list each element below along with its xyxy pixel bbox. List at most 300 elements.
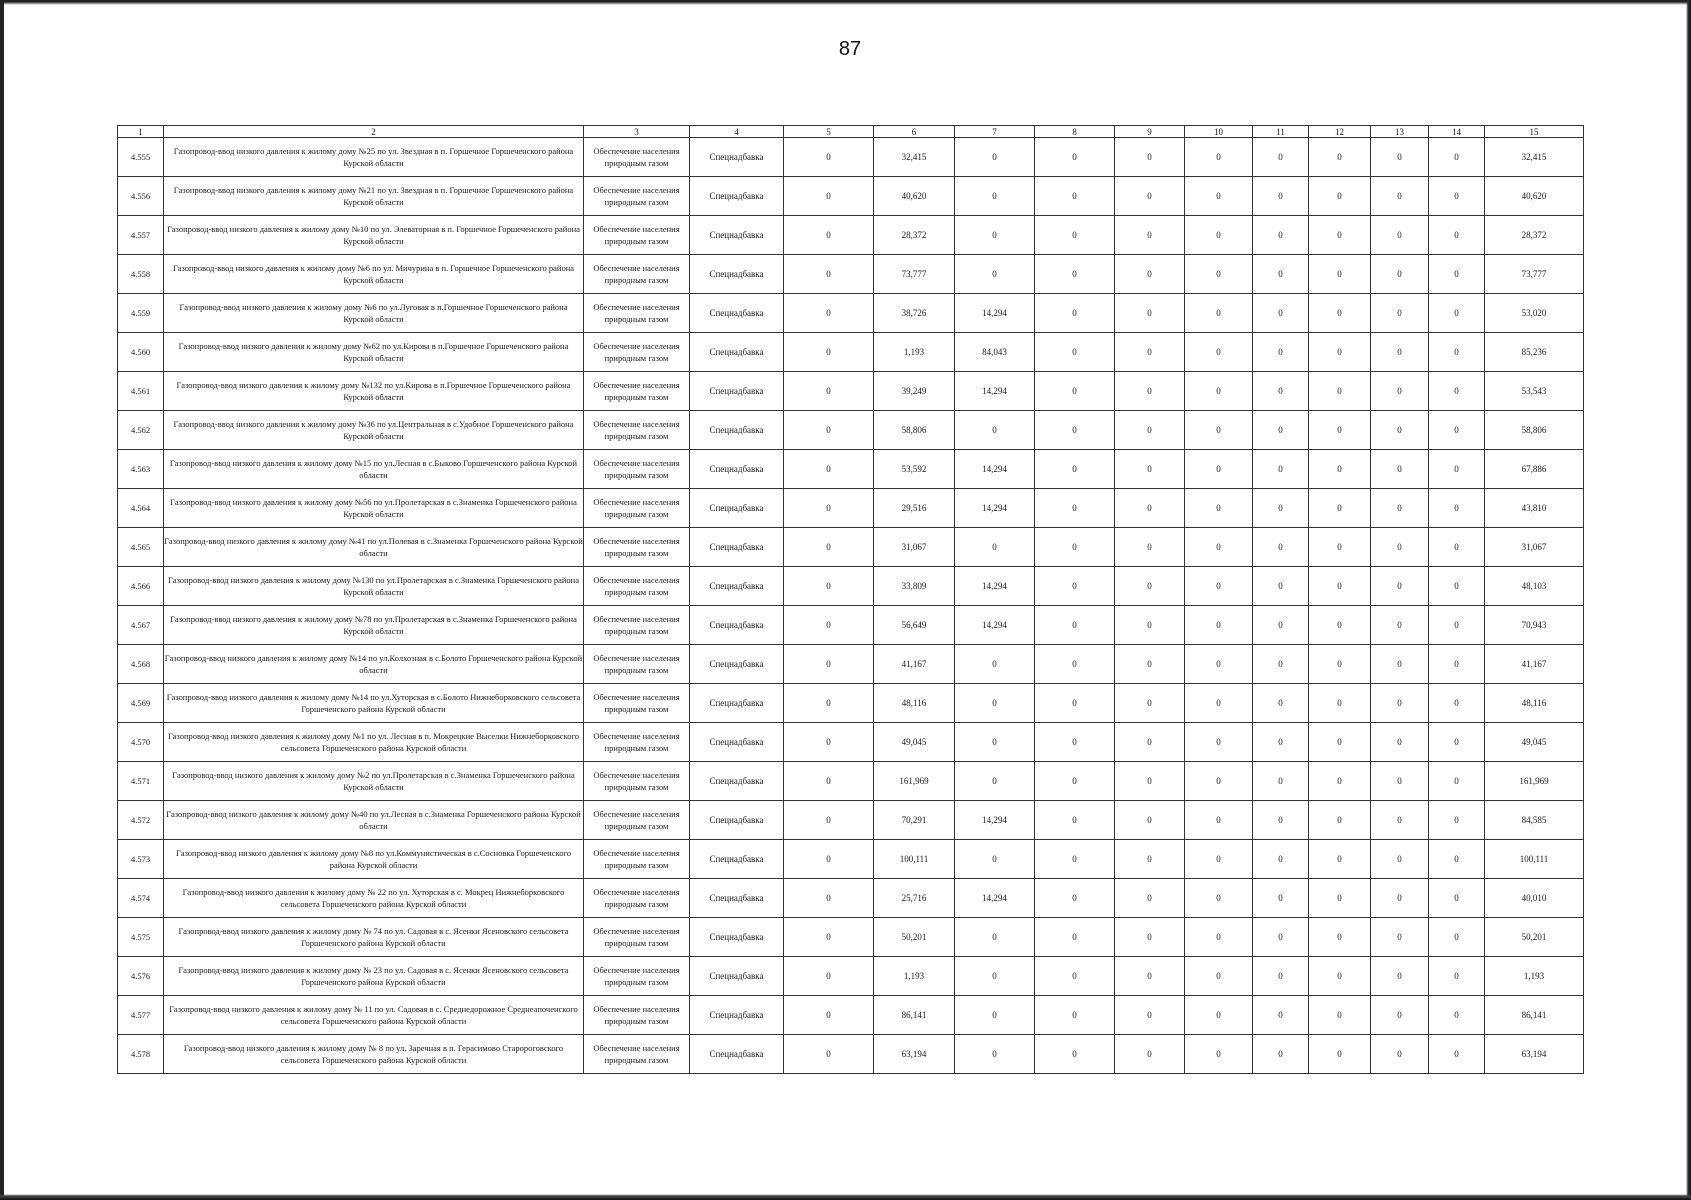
table-row	[118, 255, 1584, 294]
value-cell-10: 0	[1185, 879, 1253, 918]
value-cell-5: 0	[784, 801, 874, 840]
value-cell-10: 0	[1185, 918, 1253, 957]
value-cell-7: 0	[955, 918, 1035, 957]
value-cell-6: 53,592	[874, 450, 955, 489]
value-cell-11: 0	[1253, 918, 1309, 957]
purpose-cell: Обеспечение населения природным газом	[584, 957, 690, 996]
value-cell-10: 0	[1185, 372, 1253, 411]
value-cell-6: 1,193	[874, 333, 955, 372]
value-cell-8: 0	[1035, 762, 1115, 801]
purpose-cell: Обеспечение населения природным газом	[584, 996, 690, 1035]
total-cell: 50,201	[1485, 918, 1584, 957]
value-cell-14: 0	[1429, 801, 1485, 840]
value-cell-9: 0	[1115, 372, 1185, 411]
value-cell-9: 0	[1115, 918, 1185, 957]
object-name-cell: Газопровод-ввод низкого давления к жилому дому №10 по ул. Элеваторная в п. Горшечное Горшеченского района Курской области	[164, 216, 584, 255]
table-row	[118, 801, 1584, 840]
value-cell-13: 0	[1371, 606, 1429, 645]
row-number-cell: 4.567	[118, 606, 164, 645]
value-cell-6: 161,969	[874, 762, 955, 801]
value-cell-6: 33,809	[874, 567, 955, 606]
value-cell-12: 0	[1309, 450, 1371, 489]
total-cell: 70,943	[1485, 606, 1584, 645]
value-cell-8: 0	[1035, 918, 1115, 957]
value-cell-5: 0	[784, 411, 874, 450]
value-cell-14: 0	[1429, 879, 1485, 918]
funding-source-cell: Спецнадбавка	[690, 567, 784, 606]
value-cell-6: 32,415	[874, 138, 955, 177]
value-cell-8: 0	[1035, 372, 1115, 411]
purpose-cell: Обеспечение населения природным газом	[584, 801, 690, 840]
value-cell-8: 0	[1035, 801, 1115, 840]
purpose-cell: Обеспечение населения природным газом	[584, 606, 690, 645]
value-cell-13: 0	[1371, 372, 1429, 411]
value-cell-8: 0	[1035, 879, 1115, 918]
value-cell-7: 14,294	[955, 879, 1035, 918]
table-row	[118, 762, 1584, 801]
purpose-cell: Обеспечение населения природным газом	[584, 333, 690, 372]
value-cell-12: 0	[1309, 918, 1371, 957]
value-cell-12: 0	[1309, 606, 1371, 645]
value-cell-7: 0	[955, 957, 1035, 996]
value-cell-5: 0	[784, 489, 874, 528]
value-cell-7: 0	[955, 411, 1035, 450]
scan-edge-bottom	[0, 1194, 1691, 1200]
value-cell-5: 0	[784, 645, 874, 684]
value-cell-13: 0	[1371, 723, 1429, 762]
value-cell-13: 0	[1371, 216, 1429, 255]
value-cell-12: 0	[1309, 411, 1371, 450]
purpose-cell: Обеспечение населения природным газом	[584, 723, 690, 762]
column-header: 5	[784, 126, 874, 138]
value-cell-10: 0	[1185, 450, 1253, 489]
total-cell: 73,777	[1485, 255, 1584, 294]
value-cell-10: 0	[1185, 528, 1253, 567]
value-cell-14: 0	[1429, 411, 1485, 450]
value-cell-5: 0	[784, 606, 874, 645]
value-cell-5: 0	[784, 918, 874, 957]
total-cell: 86,141	[1485, 996, 1584, 1035]
value-cell-7: 0	[955, 528, 1035, 567]
funding-source-cell: Спецнадбавка	[690, 216, 784, 255]
value-cell-12: 0	[1309, 957, 1371, 996]
value-cell-11: 0	[1253, 762, 1309, 801]
row-number-cell: 4.570	[118, 723, 164, 762]
value-cell-7: 0	[955, 645, 1035, 684]
value-cell-13: 0	[1371, 450, 1429, 489]
table-row	[118, 138, 1584, 177]
value-cell-9: 0	[1115, 411, 1185, 450]
value-cell-9: 0	[1115, 489, 1185, 528]
value-cell-9: 0	[1115, 255, 1185, 294]
value-cell-8: 0	[1035, 255, 1115, 294]
row-number-cell: 4.563	[118, 450, 164, 489]
value-cell-13: 0	[1371, 645, 1429, 684]
total-cell: 1,193	[1485, 957, 1584, 996]
value-cell-9: 0	[1115, 606, 1185, 645]
value-cell-5: 0	[784, 528, 874, 567]
object-name-cell: Газопровод-ввод низкого давления к жилому дому №132 по ул.Кирова в п.Горшечное Горшеченского района Курской области	[164, 372, 584, 411]
value-cell-6: 58,806	[874, 411, 955, 450]
value-cell-10: 0	[1185, 684, 1253, 723]
value-cell-8: 0	[1035, 411, 1115, 450]
value-cell-5: 0	[784, 372, 874, 411]
value-cell-12: 0	[1309, 879, 1371, 918]
purpose-cell: Обеспечение населения природным газом	[584, 1035, 690, 1074]
value-cell-12: 0	[1309, 177, 1371, 216]
table-row	[118, 957, 1584, 996]
total-cell: 43,810	[1485, 489, 1584, 528]
table-row	[118, 450, 1584, 489]
purpose-cell: Обеспечение населения природным газом	[584, 255, 690, 294]
object-name-cell: Газопровод-ввод низкого давления к жилому дому №14 по ул.Колхозная в с.Болото Горшеченского района Курской области	[164, 645, 584, 684]
value-cell-5: 0	[784, 450, 874, 489]
value-cell-14: 0	[1429, 723, 1485, 762]
column-header: 2	[164, 126, 584, 138]
value-cell-11: 0	[1253, 723, 1309, 762]
value-cell-8: 0	[1035, 450, 1115, 489]
value-cell-14: 0	[1429, 645, 1485, 684]
value-cell-14: 0	[1429, 1035, 1485, 1074]
table-row	[118, 1035, 1584, 1074]
object-name-cell: Газопровод-ввод низкого давления к жилому дому №40 по ул.Лесная в с.Знаменка Горшеченского района Курской области	[164, 801, 584, 840]
total-cell: 84,585	[1485, 801, 1584, 840]
table-row	[118, 489, 1584, 528]
value-cell-13: 0	[1371, 996, 1429, 1035]
column-header: 11	[1253, 126, 1309, 138]
value-cell-13: 0	[1371, 255, 1429, 294]
object-name-cell: Газопровод-ввод низкого давления к жилому дому № 74 по ул. Садовая в с. Ясенки Ясеновского сельсовета Горшеченского района Курской области	[164, 918, 584, 957]
value-cell-6: 70,291	[874, 801, 955, 840]
table-row	[118, 645, 1584, 684]
scan-edge-top	[0, 0, 1691, 5]
value-cell-10: 0	[1185, 177, 1253, 216]
total-cell: 58,806	[1485, 411, 1584, 450]
value-cell-9: 0	[1115, 333, 1185, 372]
funding-source-cell: Спецнадбавка	[690, 918, 784, 957]
row-number-cell: 4.558	[118, 255, 164, 294]
value-cell-13: 0	[1371, 138, 1429, 177]
funding-source-cell: Спецнадбавка	[690, 138, 784, 177]
total-cell: 85,236	[1485, 333, 1584, 372]
value-cell-10: 0	[1185, 255, 1253, 294]
value-cell-7: 0	[955, 684, 1035, 723]
table-row	[118, 528, 1584, 567]
object-name-cell: Газопровод-ввод низкого давления к жилому дому № 11 по ул. Садовая в с. Среднедорожное Среднеапоченского сельсовета Горшеченского района Курской области	[164, 996, 584, 1035]
value-cell-13: 0	[1371, 411, 1429, 450]
value-cell-14: 0	[1429, 957, 1485, 996]
funding-source-cell: Спецнадбавка	[690, 450, 784, 489]
purpose-cell: Обеспечение населения природным газом	[584, 372, 690, 411]
total-cell: 100,111	[1485, 840, 1584, 879]
funding-source-cell: Спецнадбавка	[690, 840, 784, 879]
value-cell-12: 0	[1309, 1035, 1371, 1074]
column-header: 9	[1115, 126, 1185, 138]
row-number-cell: 4.555	[118, 138, 164, 177]
value-cell-12: 0	[1309, 255, 1371, 294]
value-cell-14: 0	[1429, 684, 1485, 723]
table-row	[118, 216, 1584, 255]
value-cell-6: 28,372	[874, 216, 955, 255]
object-name-cell: Газопровод-ввод низкого давления к жилому дому №62 по ул.Кирова в п.Горшечное Горшеченского района Курской области	[164, 333, 584, 372]
value-cell-14: 0	[1429, 489, 1485, 528]
funding-source-cell: Спецнадбавка	[690, 177, 784, 216]
data-table	[117, 125, 1584, 1074]
value-cell-13: 0	[1371, 957, 1429, 996]
value-cell-5: 0	[784, 879, 874, 918]
value-cell-10: 0	[1185, 645, 1253, 684]
value-cell-11: 0	[1253, 879, 1309, 918]
purpose-cell: Обеспечение населения природным газом	[584, 450, 690, 489]
value-cell-14: 0	[1429, 996, 1485, 1035]
row-number-cell: 4.562	[118, 411, 164, 450]
table-row	[118, 177, 1584, 216]
value-cell-10: 0	[1185, 957, 1253, 996]
table-row	[118, 684, 1584, 723]
value-cell-13: 0	[1371, 177, 1429, 216]
value-cell-7: 84,043	[955, 333, 1035, 372]
value-cell-11: 0	[1253, 684, 1309, 723]
value-cell-7: 14,294	[955, 567, 1035, 606]
object-name-cell: Газопровод-ввод низкого давления к жилому дому №14 по ул.Хуторская в с.Болото Нижнеборковского сельсовета Горшеченского района Курской области	[164, 684, 584, 723]
funding-source-cell: Спецнадбавка	[690, 333, 784, 372]
value-cell-14: 0	[1429, 333, 1485, 372]
total-cell: 53,020	[1485, 294, 1584, 333]
scan-edge-right	[1686, 0, 1691, 1200]
value-cell-11: 0	[1253, 606, 1309, 645]
row-number-cell: 4.571	[118, 762, 164, 801]
value-cell-11: 0	[1253, 450, 1309, 489]
value-cell-9: 0	[1115, 645, 1185, 684]
value-cell-11: 0	[1253, 138, 1309, 177]
value-cell-11: 0	[1253, 528, 1309, 567]
value-cell-12: 0	[1309, 528, 1371, 567]
table-body	[118, 138, 1584, 1074]
funding-source-cell: Спецнадбавка	[690, 684, 784, 723]
row-number-cell: 4.577	[118, 996, 164, 1035]
value-cell-6: 49,045	[874, 723, 955, 762]
value-cell-11: 0	[1253, 255, 1309, 294]
value-cell-6: 25,716	[874, 879, 955, 918]
row-number-cell: 4.569	[118, 684, 164, 723]
value-cell-11: 0	[1253, 216, 1309, 255]
value-cell-9: 0	[1115, 996, 1185, 1035]
object-name-cell: Газопровод-ввод низкого давления к жилому дому №21 по ул. Звездная в п. Горшечное Горшеченского района Курской области	[164, 177, 584, 216]
value-cell-9: 0	[1115, 528, 1185, 567]
value-cell-7: 0	[955, 177, 1035, 216]
purpose-cell: Обеспечение населения природным газом	[584, 216, 690, 255]
column-header: 6	[874, 126, 955, 138]
value-cell-7: 14,294	[955, 450, 1035, 489]
value-cell-10: 0	[1185, 801, 1253, 840]
value-cell-12: 0	[1309, 684, 1371, 723]
value-cell-12: 0	[1309, 567, 1371, 606]
column-header: 7	[955, 126, 1035, 138]
table-row	[118, 333, 1584, 372]
value-cell-14: 0	[1429, 606, 1485, 645]
purpose-cell: Обеспечение населения природным газом	[584, 138, 690, 177]
object-name-cell: Газопровод-ввод низкого давления к жилому дому № 23 по ул. Садовая в с. Ясенки Ясеновского сельсовета Горшеченского района Курской области	[164, 957, 584, 996]
object-name-cell: Газопровод-ввод низкого давления к жилому дому №130 по ул.Пролетарская в с.Знаменка Горшеченского района Курской области	[164, 567, 584, 606]
funding-source-cell: Спецнадбавка	[690, 723, 784, 762]
value-cell-9: 0	[1115, 138, 1185, 177]
object-name-cell: Газопровод-ввод низкого давления к жилому дому №6 по ул.Луговая в п.Горшечное Горшеченского района Курской области	[164, 294, 584, 333]
funding-source-cell: Спецнадбавка	[690, 372, 784, 411]
value-cell-11: 0	[1253, 1035, 1309, 1074]
value-cell-13: 0	[1371, 294, 1429, 333]
value-cell-13: 0	[1371, 918, 1429, 957]
purpose-cell: Обеспечение населения природным газом	[584, 294, 690, 333]
funding-source-cell: Спецнадбавка	[690, 606, 784, 645]
value-cell-5: 0	[784, 177, 874, 216]
value-cell-12: 0	[1309, 372, 1371, 411]
column-header: 3	[584, 126, 690, 138]
value-cell-9: 0	[1115, 801, 1185, 840]
page-number: 87	[838, 38, 862, 60]
total-cell: 41,167	[1485, 645, 1584, 684]
column-header: 8	[1035, 126, 1115, 138]
row-number-cell: 4.572	[118, 801, 164, 840]
value-cell-14: 0	[1429, 372, 1485, 411]
value-cell-9: 0	[1115, 879, 1185, 918]
value-cell-5: 0	[784, 957, 874, 996]
value-cell-10: 0	[1185, 138, 1253, 177]
value-cell-10: 0	[1185, 489, 1253, 528]
table-row	[118, 372, 1584, 411]
value-cell-10: 0	[1185, 1035, 1253, 1074]
value-cell-13: 0	[1371, 801, 1429, 840]
funding-source-cell: Спецнадбавка	[690, 255, 784, 294]
value-cell-12: 0	[1309, 138, 1371, 177]
value-cell-13: 0	[1371, 1035, 1429, 1074]
value-cell-8: 0	[1035, 606, 1115, 645]
value-cell-7: 0	[955, 840, 1035, 879]
table-row	[118, 723, 1584, 762]
value-cell-12: 0	[1309, 294, 1371, 333]
value-cell-10: 0	[1185, 294, 1253, 333]
table-row	[118, 567, 1584, 606]
object-name-cell: Газопровод-ввод низкого давления к жилому дому №2 по ул.Пролетарская в с.Знаменка Горшеченского района Курской области	[164, 762, 584, 801]
value-cell-12: 0	[1309, 996, 1371, 1035]
row-number-cell: 4.573	[118, 840, 164, 879]
value-cell-11: 0	[1253, 333, 1309, 372]
column-header: 10	[1185, 126, 1253, 138]
value-cell-8: 0	[1035, 567, 1115, 606]
value-cell-9: 0	[1115, 294, 1185, 333]
value-cell-8: 0	[1035, 294, 1115, 333]
value-cell-10: 0	[1185, 411, 1253, 450]
value-cell-6: 50,201	[874, 918, 955, 957]
total-cell: 67,886	[1485, 450, 1584, 489]
row-number-cell: 4.566	[118, 567, 164, 606]
row-number-cell: 4.557	[118, 216, 164, 255]
value-cell-10: 0	[1185, 723, 1253, 762]
value-cell-5: 0	[784, 294, 874, 333]
value-cell-10: 0	[1185, 996, 1253, 1035]
value-cell-8: 0	[1035, 645, 1115, 684]
value-cell-5: 0	[784, 684, 874, 723]
value-cell-5: 0	[784, 255, 874, 294]
purpose-cell: Обеспечение населения природным газом	[584, 528, 690, 567]
value-cell-13: 0	[1371, 762, 1429, 801]
value-cell-12: 0	[1309, 801, 1371, 840]
value-cell-11: 0	[1253, 294, 1309, 333]
funding-source-cell: Спецнадбавка	[690, 801, 784, 840]
value-cell-5: 0	[784, 138, 874, 177]
funding-source-cell: Спецнадбавка	[690, 489, 784, 528]
value-cell-12: 0	[1309, 645, 1371, 684]
value-cell-8: 0	[1035, 333, 1115, 372]
value-cell-14: 0	[1429, 177, 1485, 216]
object-name-cell: Газопровод-ввод низкого давления к жилому дому №8 по ул.Коммунистическая в с.Сосновка Горшеченского района Курской области	[164, 840, 584, 879]
value-cell-14: 0	[1429, 138, 1485, 177]
table-row	[118, 411, 1584, 450]
value-cell-12: 0	[1309, 723, 1371, 762]
object-name-cell: Газопровод-ввод низкого давления к жилому дому №56 по ул.Пролетарская в с.Знаменка Горшеченского района Курской области	[164, 489, 584, 528]
value-cell-7: 14,294	[955, 606, 1035, 645]
row-number-cell: 4.568	[118, 645, 164, 684]
value-cell-9: 0	[1115, 957, 1185, 996]
value-cell-7: 14,294	[955, 489, 1035, 528]
value-cell-6: 63,194	[874, 1035, 955, 1074]
funding-source-cell: Спецнадбавка	[690, 957, 784, 996]
funding-source-cell: Спецнадбавка	[690, 762, 784, 801]
value-cell-6: 38,726	[874, 294, 955, 333]
purpose-cell: Обеспечение населения природным газом	[584, 879, 690, 918]
value-cell-6: 56,649	[874, 606, 955, 645]
value-cell-5: 0	[784, 723, 874, 762]
value-cell-7: 14,294	[955, 372, 1035, 411]
value-cell-13: 0	[1371, 567, 1429, 606]
value-cell-7: 14,294	[955, 294, 1035, 333]
value-cell-5: 0	[784, 996, 874, 1035]
funding-source-cell: Спецнадбавка	[690, 1035, 784, 1074]
value-cell-12: 0	[1309, 216, 1371, 255]
value-cell-14: 0	[1429, 762, 1485, 801]
value-cell-5: 0	[784, 1035, 874, 1074]
value-cell-6: 100,111	[874, 840, 955, 879]
value-cell-7: 0	[955, 216, 1035, 255]
purpose-cell: Обеспечение населения природным газом	[584, 645, 690, 684]
table-row	[118, 840, 1584, 879]
funding-source-cell: Спецнадбавка	[690, 294, 784, 333]
value-cell-6: 48,116	[874, 684, 955, 723]
value-cell-5: 0	[784, 216, 874, 255]
value-cell-8: 0	[1035, 957, 1115, 996]
value-cell-11: 0	[1253, 489, 1309, 528]
value-cell-12: 0	[1309, 333, 1371, 372]
value-cell-7: 14,294	[955, 801, 1035, 840]
value-cell-9: 0	[1115, 450, 1185, 489]
value-cell-8: 0	[1035, 1035, 1115, 1074]
row-number-cell: 4.561	[118, 372, 164, 411]
column-header: 15	[1485, 126, 1584, 138]
row-number-cell: 4.578	[118, 1035, 164, 1074]
object-name-cell: Газопровод-ввод низкого давления к жилому дому №41 по ул.Полевая в с.Знаменка Горшеченского района Курской области	[164, 528, 584, 567]
value-cell-6: 1,193	[874, 957, 955, 996]
column-header: 4	[690, 126, 784, 138]
value-cell-7: 0	[955, 762, 1035, 801]
value-cell-11: 0	[1253, 645, 1309, 684]
value-cell-11: 0	[1253, 840, 1309, 879]
header-row	[118, 126, 1584, 138]
total-cell: 40,010	[1485, 879, 1584, 918]
value-cell-7: 0	[955, 138, 1035, 177]
value-cell-13: 0	[1371, 333, 1429, 372]
value-cell-13: 0	[1371, 840, 1429, 879]
object-name-cell: Газопровод-ввод низкого давления к жилому дому №36 по ул.Центральная в с.Удобное Горшеченского района Курской области	[164, 411, 584, 450]
purpose-cell: Обеспечение населения природным газом	[584, 489, 690, 528]
